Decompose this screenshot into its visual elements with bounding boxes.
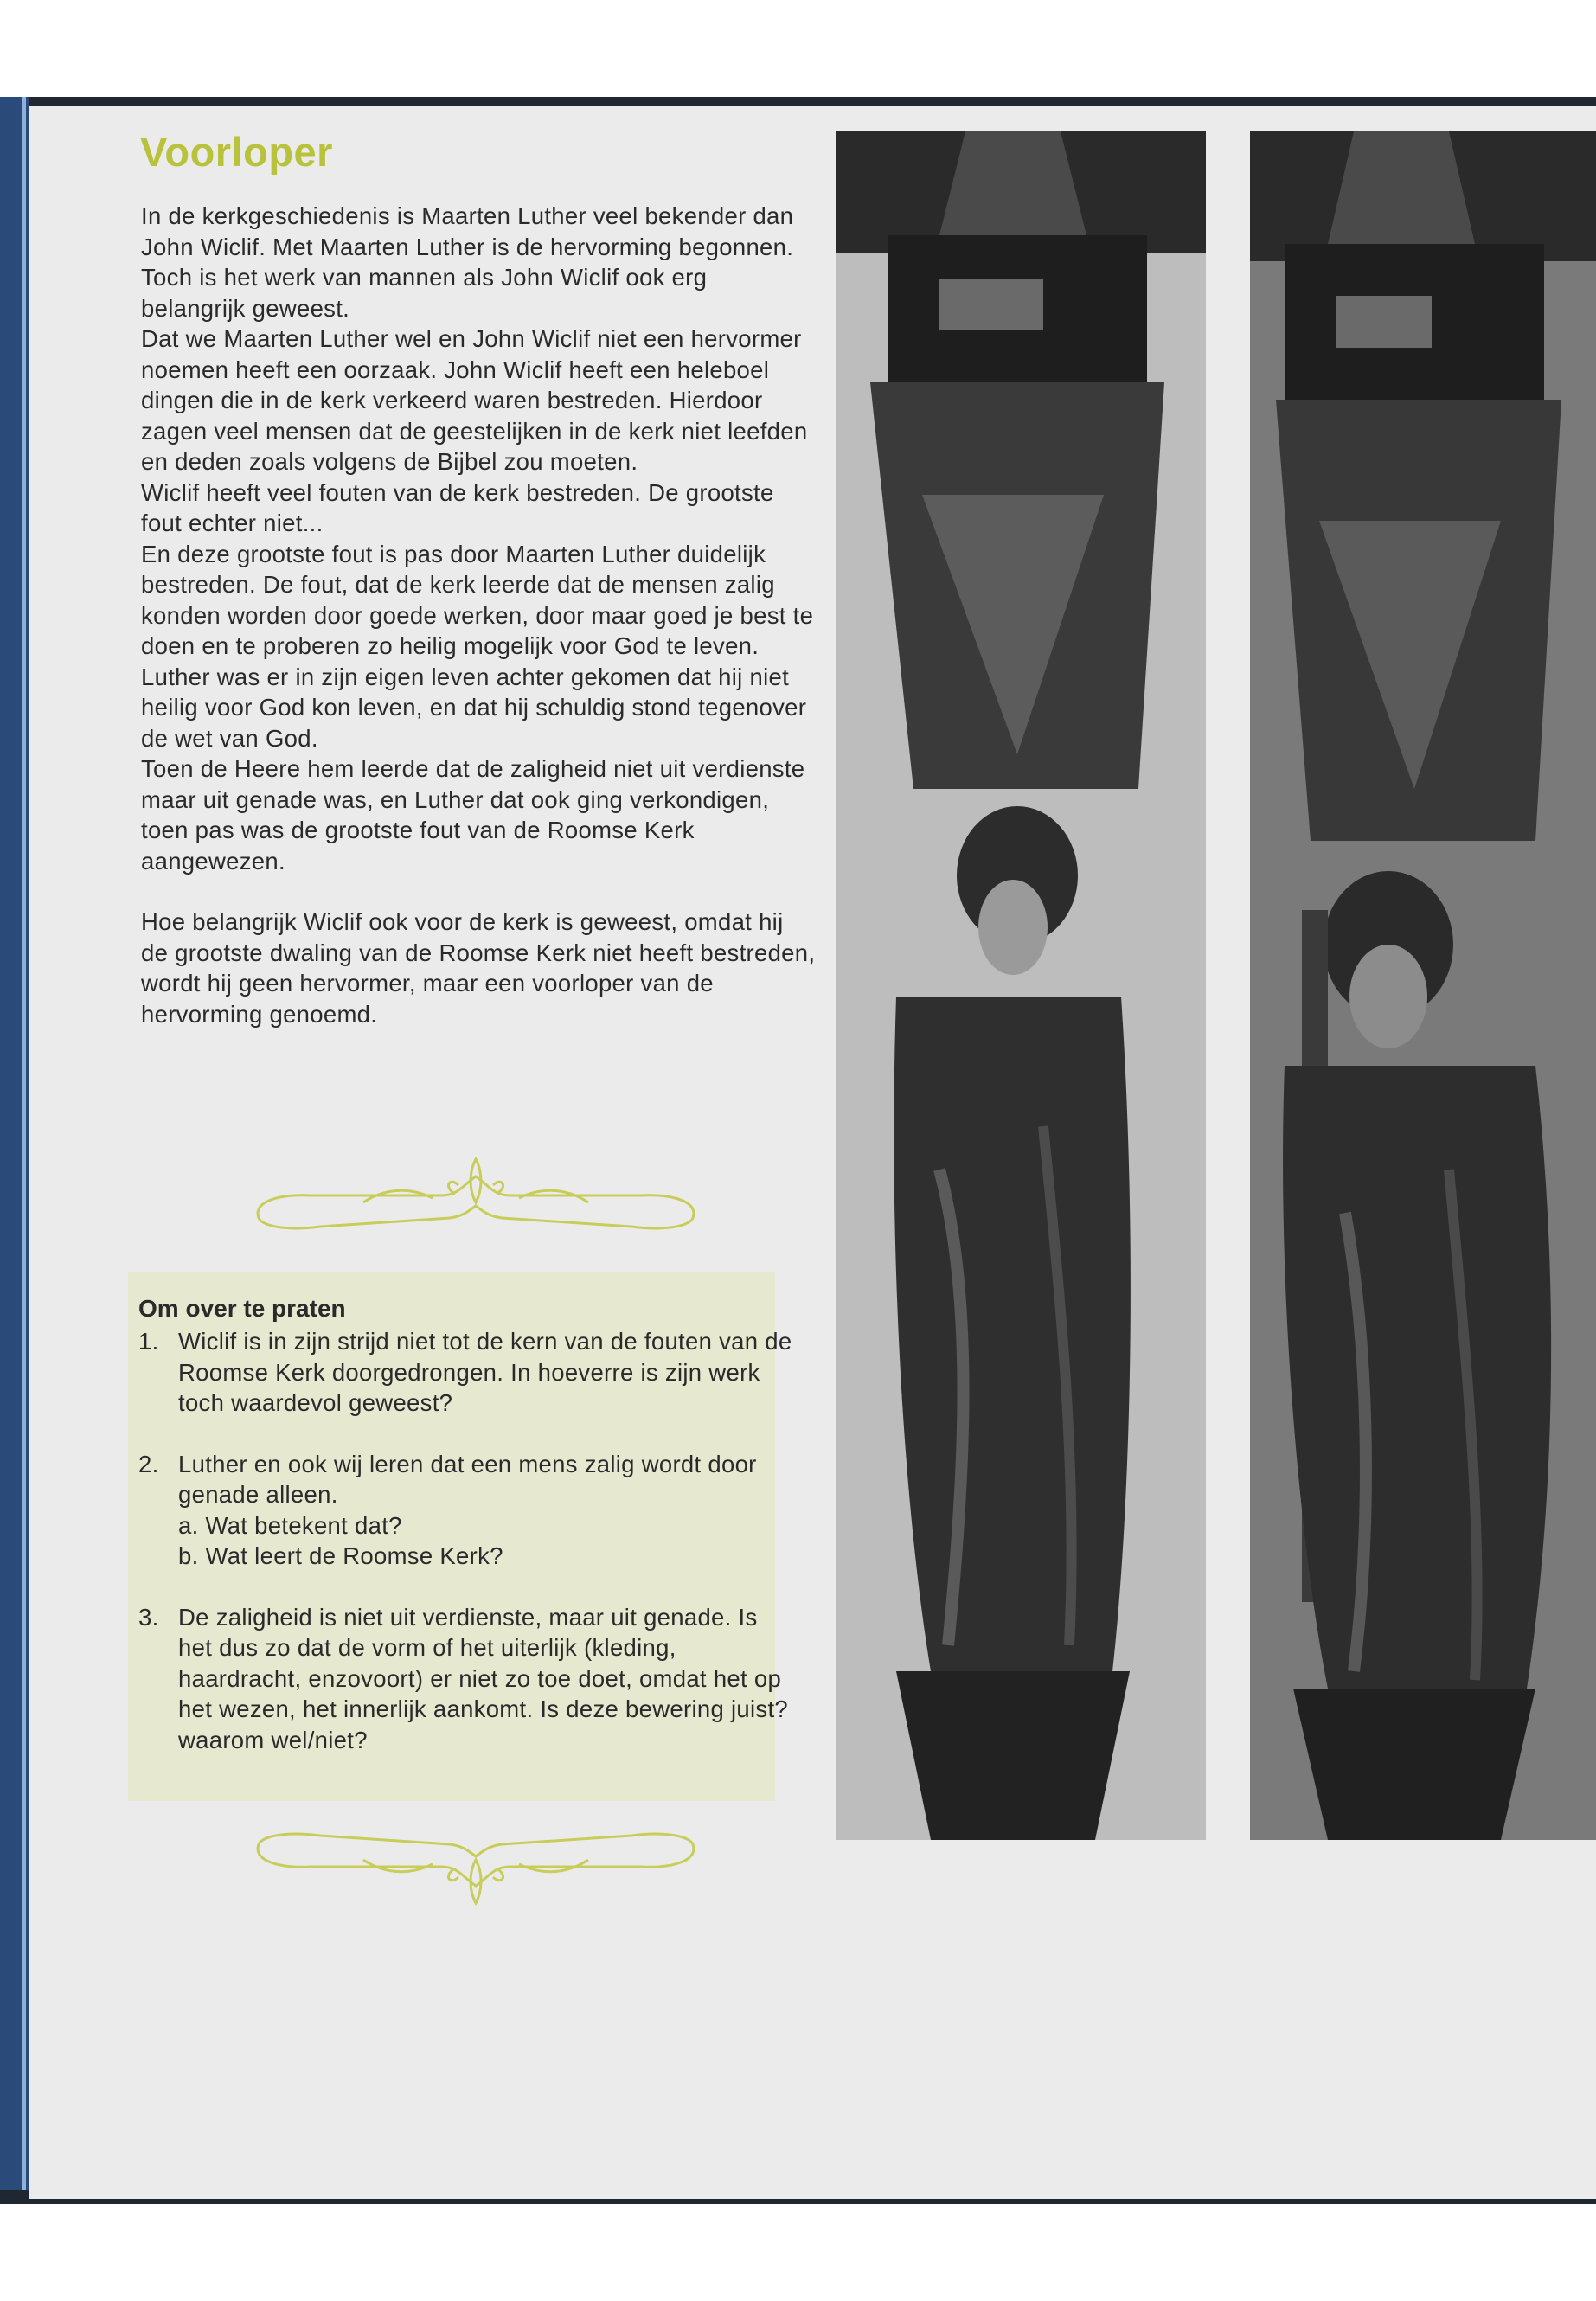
item-number: 3. bbox=[138, 1603, 159, 1631]
paragraph: Wiclif heeft veel fouten van de kerk bestreden. De grootste fout echter niet... bbox=[141, 478, 774, 536]
discussion-questions bbox=[138, 1326, 796, 1785]
item-number: 2. bbox=[138, 1450, 159, 1477]
sub-question: a. Wat betekent dat? bbox=[178, 1511, 402, 1539]
decorative-flourish-bottom bbox=[242, 1817, 709, 1912]
paragraph: In de kerkgeschiedenis is Maarten Luther veel bekender dan John Wiclif. Met Maarten Luther is de hervorming begonnen. Toch is het werk van mannen als John Wiclif ook erg belangrijk geweest. bbox=[141, 202, 794, 322]
list-item bbox=[138, 1449, 796, 1572]
paragraph: Hoe belangrijk Wiclif ook voor de kerk is geweest, omdat hij de grootste dwaling van de Roomse Kerk niet heeft bestreden, wordt hij geen hervormer, maar een voorloper van de hervorming genoemd. bbox=[141, 908, 816, 1028]
paragraph: En deze grootste fout is pas door Maarten Luther duidelijk bestreden. De fout, dat de kerk leerde dat de mensen zalig konden worden door goede werken, door maar goed je best te doen en te proberen zo heilig mogelijk voor God te leven. bbox=[141, 540, 814, 659]
book-cover-edge bbox=[0, 97, 29, 2190]
fleur-de-lis-icon bbox=[242, 1817, 709, 1912]
fleur-de-lis-icon bbox=[242, 1150, 709, 1246]
sub-question: b. Wat leert de Roomse Kerk? bbox=[178, 1542, 503, 1569]
list-item bbox=[138, 1326, 796, 1419]
paragraph: Dat we Maarten Luther wel en John Wiclif niet een hervormer noemen heeft een oorzaak. John Wiclif heeft een heleboel dingen die in de kerk verkeerd waren bestreden. Hierdoor zagen veel mensen dat de geestelijken in de kerk niet leefden en deden zoals volgens de Bijbel zou moeten. bbox=[141, 325, 808, 475]
scan-top-margin bbox=[0, 0, 1596, 97]
question-text: Wiclif is in zijn strijd niet tot de kern van de fouten van de Roomse Kerk doorgedrongen. In hoeverre is zijn werk toch waardevol geweest? bbox=[178, 1328, 792, 1416]
question-text: Luther en ook wij leren dat een mens zalig wordt door genade alleen. bbox=[178, 1450, 757, 1508]
statue-image bbox=[836, 131, 1206, 1840]
list-item bbox=[138, 1602, 796, 1756]
decorative-flourish-top bbox=[242, 1150, 709, 1246]
photo-carved-pillar-statue-left bbox=[836, 131, 1206, 1840]
discussion-heading: Om over te praten bbox=[138, 1295, 346, 1322]
article-body bbox=[141, 201, 816, 1029]
paragraph: Luther was er in zijn eigen leven achter gekomen dat hij niet heilig voor God kon leven, en dat hij schuldig stond tegenover de wet van God. bbox=[141, 663, 807, 752]
photo-carved-pillar-statue-right bbox=[1250, 131, 1596, 1840]
paragraph: Toen de Heere hem leerde dat de zaligheid niet uit verdienste maar uit genade was, en Luther dat ook ging verkondigen, toen pas was de grootste fout van de Roomse Kerk aangewezen. bbox=[141, 755, 805, 875]
scan-bottom-margin bbox=[0, 2204, 1596, 2301]
page-title: Voorloper bbox=[140, 129, 333, 175]
statue-image bbox=[1250, 131, 1596, 1840]
question-text: De zaligheid is niet uit verdienste, maar uit genade. Is het dus zo dat de vorm of het uiterlijk (kleding, haardracht, enzovoort) er niet zo toe doet, omdat het op het wezen, het innerlijk aankomt. Is deze bewering juist? waarom wel/niet? bbox=[178, 1603, 788, 1753]
item-number: 1. bbox=[138, 1328, 159, 1355]
